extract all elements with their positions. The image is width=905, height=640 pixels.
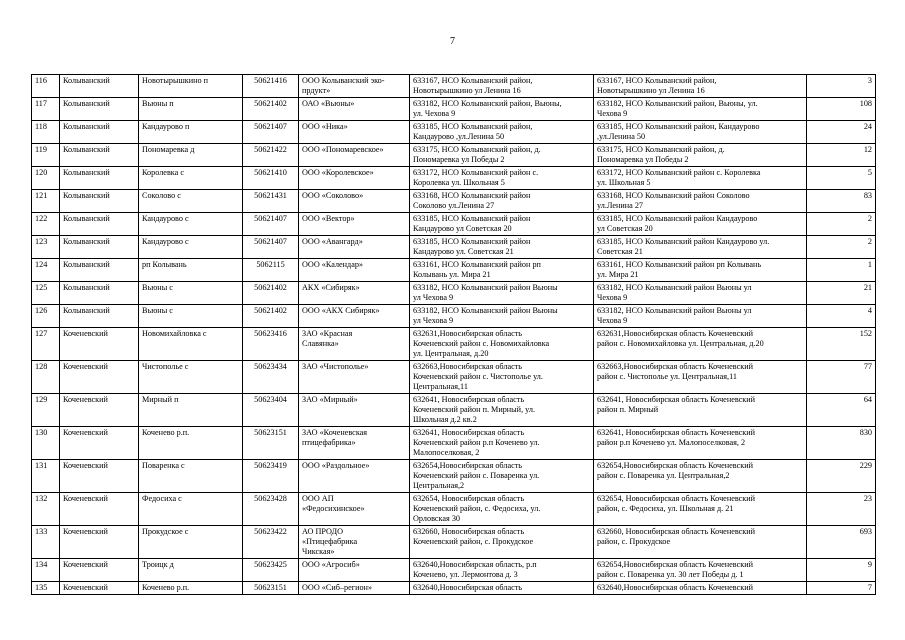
cell-actual-address: 633182, НСО Колыванский район Вьюны ул Чехова 9 <box>594 305 807 328</box>
cell-oktmo-code: 50621407 <box>243 121 299 144</box>
cell-row-number: 116 <box>32 75 60 98</box>
cell-organization: ООО «АКХ Сибиряк» <box>299 305 410 328</box>
cell-district: Коченевский <box>60 328 139 361</box>
cell-row-number: 131 <box>32 460 60 493</box>
table-row <box>32 98 876 121</box>
cell-district: Колыванский <box>60 144 139 167</box>
cell-legal-address: 633182, НСО Колыванский район Вьюны ул Чехова 9 <box>410 282 594 305</box>
cell-actual-address: 633161, НСО Колыванский район рп Колывань ул. Мира 21 <box>594 259 807 282</box>
cell-row-number: 118 <box>32 121 60 144</box>
cell-settlement: Федосиха с <box>139 493 243 526</box>
cell-quantity: 83 <box>807 190 876 213</box>
cell-actual-address: 633175, НСО Колыванский район, д. Пономаревка ул Победы 2 <box>594 144 807 167</box>
table-row <box>32 361 876 394</box>
cell-settlement: Троицк д <box>139 559 243 582</box>
cell-actual-address: 633182, НСО Колыванский район, Вьюны, ул. Чехова 9 <box>594 98 807 121</box>
cell-quantity: 229 <box>807 460 876 493</box>
cell-quantity: 3 <box>807 75 876 98</box>
cell-quantity: 23 <box>807 493 876 526</box>
cell-district: Колыванский <box>60 282 139 305</box>
cell-actual-address: 632654, Новосибирская область Коченевский район, с. Федосиха, ул. Школьная д. 21 <box>594 493 807 526</box>
cell-oktmo-code: 50621402 <box>243 98 299 121</box>
cell-oktmo-code: 50621407 <box>243 213 299 236</box>
cell-row-number: 127 <box>32 328 60 361</box>
cell-oktmo-code: 50623416 <box>243 328 299 361</box>
cell-legal-address: 633185, НСО Колыванский район Кандаурово ул Советская 20 <box>410 213 594 236</box>
cell-legal-address: 633182, НСО Колыванский район, Вьюны, ул. Чехова 9 <box>410 98 594 121</box>
cell-organization: ООО «Календар» <box>299 259 410 282</box>
cell-legal-address: 632641, Новосибирская область Коченевский район р.п Коченево ул. Малопоселковая, 2 <box>410 427 594 460</box>
cell-actual-address: 632640,Новосибирская область Коченевский <box>594 582 807 595</box>
cell-legal-address: 632660, Новосибирская область Коченевский район, с. Прокудское <box>410 526 594 559</box>
table-row <box>32 282 876 305</box>
cell-actual-address: 632641, Новосибирская область Коченевский район р.п Коченево ул. Малопоселковая, 2 <box>594 427 807 460</box>
cell-quantity: 21 <box>807 282 876 305</box>
cell-legal-address: 633185, НСО Колыванский район, Кандаурово ,ул.Ленина 50 <box>410 121 594 144</box>
cell-actual-address: 633167, НСО Колыванский район, Новотырышкино ул Ленина 16 <box>594 75 807 98</box>
cell-row-number: 133 <box>32 526 60 559</box>
cell-settlement: Мирный п <box>139 394 243 427</box>
cell-district: Коченевский <box>60 427 139 460</box>
cell-legal-address: 633168, НСО Колыванский район Соколово ул.Ленина 27 <box>410 190 594 213</box>
cell-oktmo-code: 50621416 <box>243 75 299 98</box>
cell-settlement: Вьюны с <box>139 305 243 328</box>
cell-legal-address: 632641, Новосибирская область Коченевский район п. Мирный, ул. Школьная д.2 кв.2 <box>410 394 594 427</box>
cell-settlement: Кандаурово с <box>139 236 243 259</box>
table-row <box>32 493 876 526</box>
cell-settlement: Прокудское с <box>139 526 243 559</box>
cell-actual-address: 633182, НСО Колыванский район Вьюны ул Чехова 9 <box>594 282 807 305</box>
cell-organization: ООО «Сиб–регион» <box>299 582 410 595</box>
cell-actual-address: 633185, НСО Колыванский район Кандаурово ул. Советская 21 <box>594 236 807 259</box>
cell-quantity: 693 <box>807 526 876 559</box>
table-row <box>32 190 876 213</box>
cell-district: Коченевский <box>60 493 139 526</box>
cell-row-number: 123 <box>32 236 60 259</box>
cell-settlement: Коченево р.п. <box>139 582 243 595</box>
cell-oktmo-code: 50623151 <box>243 582 299 595</box>
cell-row-number: 128 <box>32 361 60 394</box>
cell-quantity: 2 <box>807 213 876 236</box>
table-row <box>32 75 876 98</box>
table-row <box>32 167 876 190</box>
cell-oktmo-code: 50621407 <box>243 236 299 259</box>
table-row <box>32 305 876 328</box>
cell-oktmo-code: 50623404 <box>243 394 299 427</box>
cell-actual-address: 632660, Новосибирская область Коченевский район, с. Прокудское <box>594 526 807 559</box>
table-row <box>32 460 876 493</box>
cell-oktmo-code: 50621402 <box>243 282 299 305</box>
cell-quantity: 12 <box>807 144 876 167</box>
cell-settlement: Соколово с <box>139 190 243 213</box>
cell-settlement: рп Колывань <box>139 259 243 282</box>
cell-district: Коченевский <box>60 559 139 582</box>
cell-organization: АКХ «Сибиряк» <box>299 282 410 305</box>
cell-actual-address: 632654,Новосибирская область Коченевский район с. Поваренка ул. Центральная,2 <box>594 460 807 493</box>
cell-organization: АО ПРОДО «Птицефабрика Чикская» <box>299 526 410 559</box>
cell-oktmo-code: 5062115 <box>243 259 299 282</box>
table-row <box>32 236 876 259</box>
cell-oktmo-code: 50623428 <box>243 493 299 526</box>
cell-oktmo-code: 50621402 <box>243 305 299 328</box>
cell-organization: ООО Колыванский эко- прдукт» <box>299 75 410 98</box>
cell-quantity: 7 <box>807 582 876 595</box>
cell-organization: ООО «Агросиб» <box>299 559 410 582</box>
cell-settlement: Кандаурово с <box>139 213 243 236</box>
cell-legal-address: 632631,Новосибирская область Коченевский район с. Новомихайловка ул. Центральная, д.20 <box>410 328 594 361</box>
cell-settlement: Коченево р.п. <box>139 427 243 460</box>
cell-legal-address: 633167, НСО Колыванский район, Новотырышкино ул Ленина 16 <box>410 75 594 98</box>
cell-oktmo-code: 50623151 <box>243 427 299 460</box>
cell-oktmo-code: 50621422 <box>243 144 299 167</box>
cell-organization: ООО «Пономаревское» <box>299 144 410 167</box>
table-row <box>32 559 876 582</box>
cell-oktmo-code: 50623434 <box>243 361 299 394</box>
cell-legal-address: 632663,Новосибирская область Коченевский район с. Чистополье ул. Центральная,11 <box>410 361 594 394</box>
cell-row-number: 117 <box>32 98 60 121</box>
page-number: 7 <box>450 36 455 47</box>
cell-oktmo-code: 50623425 <box>243 559 299 582</box>
cell-oktmo-code: 50621431 <box>243 190 299 213</box>
cell-actual-address: 633172, НСО Колыванский район с. Королевка ул. Школьная 5 <box>594 167 807 190</box>
cell-organization: ООО «Соколово» <box>299 190 410 213</box>
cell-organization: ООО «Ника» <box>299 121 410 144</box>
cell-actual-address: 633185, НСО Колыванский район Кандаурово ул Советская 20 <box>594 213 807 236</box>
cell-row-number: 120 <box>32 167 60 190</box>
table-row <box>32 328 876 361</box>
cell-organization: ЗАО «Чистополье» <box>299 361 410 394</box>
cell-settlement: Королевка с <box>139 167 243 190</box>
cell-district: Колыванский <box>60 98 139 121</box>
cell-row-number: 124 <box>32 259 60 282</box>
cell-actual-address: 632641, Новосибирская область Коченевский район п. Мирный <box>594 394 807 427</box>
cell-settlement: Вьюны п <box>139 98 243 121</box>
table-row <box>32 259 876 282</box>
cell-oktmo-code: 50621410 <box>243 167 299 190</box>
cell-organization: ЗАО «Красная Славянка» <box>299 328 410 361</box>
cell-row-number: 134 <box>32 559 60 582</box>
cell-row-number: 132 <box>32 493 60 526</box>
cell-district: Колыванский <box>60 190 139 213</box>
cell-legal-address: 633161, НСО Колыванский район рп Колывань ул. Мира 21 <box>410 259 594 282</box>
cell-quantity: 77 <box>807 361 876 394</box>
cell-legal-address: 632640,Новосибирская область <box>410 582 594 595</box>
cell-quantity: 64 <box>807 394 876 427</box>
cell-settlement: Чистополье с <box>139 361 243 394</box>
cell-organization: ООО «Авангард» <box>299 236 410 259</box>
cell-legal-address: 632654, Новосибирская область Коченевский район, с. Федосиха, ул. Орловская 30 <box>410 493 594 526</box>
cell-settlement: Вьюны с <box>139 282 243 305</box>
cell-settlement: Поваренка с <box>139 460 243 493</box>
cell-oktmo-code: 50623419 <box>243 460 299 493</box>
cell-district: Колыванский <box>60 236 139 259</box>
cell-district: Колыванский <box>60 167 139 190</box>
cell-district: Колыванский <box>60 121 139 144</box>
cell-settlement: Новотырышкино п <box>139 75 243 98</box>
cell-legal-address: 632640,Новосибирская область, р.п Коченево, ул. Лермонтова д. 3 <box>410 559 594 582</box>
cell-organization: ООО «Вектор» <box>299 213 410 236</box>
table-row <box>32 213 876 236</box>
cell-organization: ЗАО «Мирный» <box>299 394 410 427</box>
cell-district: Коченевский <box>60 582 139 595</box>
cell-quantity: 2 <box>807 236 876 259</box>
enterprise-table <box>31 74 876 595</box>
table-row <box>32 582 876 595</box>
cell-organization: ЗАО «Коченевская птицефабрика» <box>299 427 410 460</box>
cell-row-number: 130 <box>32 427 60 460</box>
cell-legal-address: 633172, НСО Колыванский район с. Королевка ул. Школьная 5 <box>410 167 594 190</box>
cell-actual-address: 632631,Новосибирская область Коченевский район с. Новомихайловка ул. Центральная, д.20 <box>594 328 807 361</box>
cell-quantity: 1 <box>807 259 876 282</box>
cell-district: Колыванский <box>60 213 139 236</box>
cell-organization: ОАО «Вьюны» <box>299 98 410 121</box>
cell-quantity: 24 <box>807 121 876 144</box>
cell-organization: ООО «Королевское» <box>299 167 410 190</box>
cell-quantity: 830 <box>807 427 876 460</box>
cell-row-number: 121 <box>32 190 60 213</box>
cell-actual-address: 632663,Новосибирская область Коченевский район с. Чистополье ул. Центральная,11 <box>594 361 807 394</box>
table-row <box>32 121 876 144</box>
cell-settlement: Пономаревка д <box>139 144 243 167</box>
cell-row-number: 135 <box>32 582 60 595</box>
cell-district: Коченевский <box>60 526 139 559</box>
cell-quantity: 5 <box>807 167 876 190</box>
cell-settlement: Кандаурово п <box>139 121 243 144</box>
cell-district: Колыванский <box>60 259 139 282</box>
cell-actual-address: 633168, НСО Колыванский район Соколово ул.Ленина 27 <box>594 190 807 213</box>
table-row <box>32 526 876 559</box>
cell-quantity: 152 <box>807 328 876 361</box>
cell-organization: ООО АП «Федосихинское» <box>299 493 410 526</box>
cell-district: Коченевский <box>60 361 139 394</box>
cell-quantity: 4 <box>807 305 876 328</box>
cell-actual-address: 633185, НСО Колыванский район, Кандаурово ,ул.Ленина 50 <box>594 121 807 144</box>
table-row <box>32 144 876 167</box>
cell-legal-address: 633175, НСО Колыванский район, д. Пономаревка ул Победы 2 <box>410 144 594 167</box>
cell-quantity: 108 <box>807 98 876 121</box>
cell-oktmo-code: 50623422 <box>243 526 299 559</box>
cell-actual-address: 632654,Новосибирская область Коченевский район с. Поваренка ул. 30 лет Победы д. 1 <box>594 559 807 582</box>
cell-row-number: 129 <box>32 394 60 427</box>
cell-quantity: 9 <box>807 559 876 582</box>
cell-row-number: 125 <box>32 282 60 305</box>
cell-row-number: 122 <box>32 213 60 236</box>
cell-district: Колыванский <box>60 75 139 98</box>
cell-district: Коченевский <box>60 460 139 493</box>
cell-legal-address: 632654,Новосибирская область Коченевский район с. Поваренка ул. Центральная,2 <box>410 460 594 493</box>
cell-legal-address: 633185, НСО Колыванский район Кандаурово ул. Советская 21 <box>410 236 594 259</box>
cell-row-number: 119 <box>32 144 60 167</box>
cell-settlement: Новомихайловка с <box>139 328 243 361</box>
cell-legal-address: 633182, НСО Колыванский район Вьюны ул Чехова 9 <box>410 305 594 328</box>
cell-row-number: 126 <box>32 305 60 328</box>
cell-organization: ООО «Раздольное» <box>299 460 410 493</box>
table-row <box>32 427 876 460</box>
cell-district: Колыванский <box>60 305 139 328</box>
cell-district: Коченевский <box>60 394 139 427</box>
table-row <box>32 394 876 427</box>
